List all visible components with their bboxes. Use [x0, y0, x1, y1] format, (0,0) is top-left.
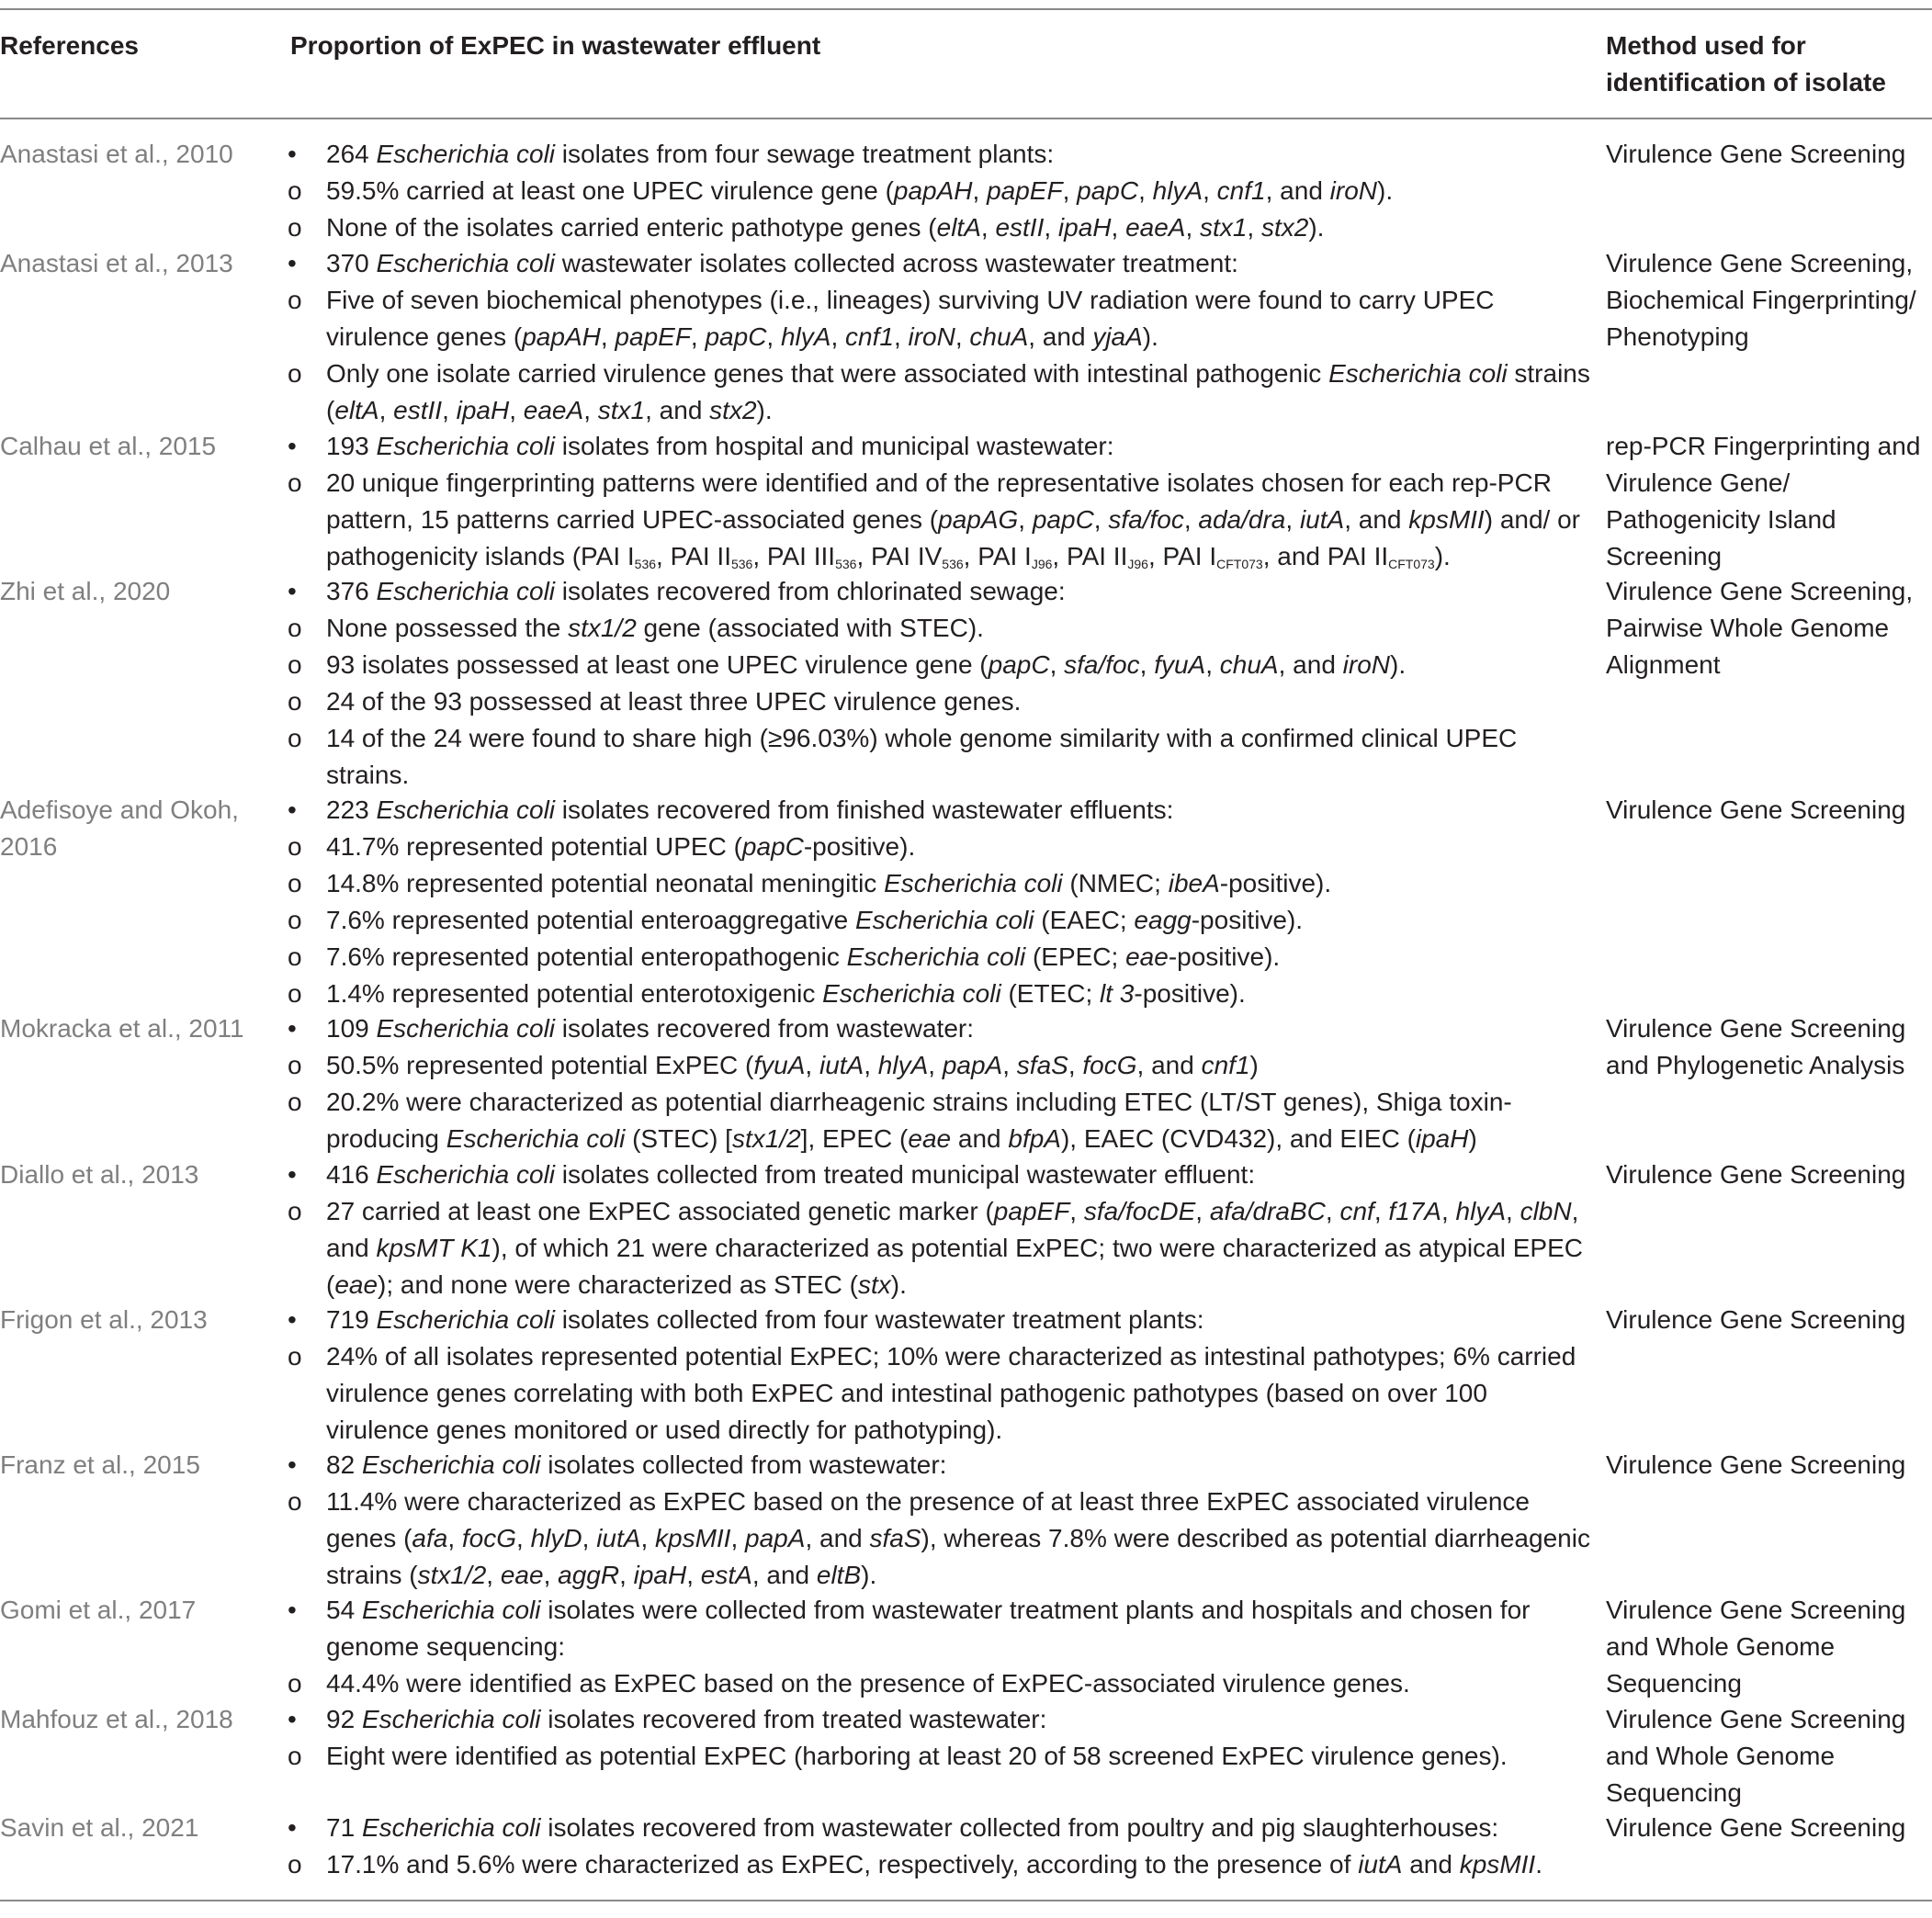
top-rule	[0, 8, 1932, 10]
list-item-text: 7.6% represented potential enteropathogenic Escherichia coli (EPEC; eae-positive).	[326, 942, 1281, 971]
sub-bullet-marker: o	[288, 832, 302, 861]
bullet-marker: •	[288, 577, 297, 605]
list-item-text: 11.4% were characterized as ExPEC based on the presence of at least three ExPEC associated virulence genes (afa, focG, hlyD, iutA, kpsMII, papA, and sfaS), whereas 7.8% were described as potential diarrheagenic strains (stx1/2, eae, aggR, ipaH, estA, and eltB).	[326, 1487, 1590, 1589]
row-method: Virulence Gene Screening	[1606, 1450, 1906, 1479]
sub-bullet-marker: o	[288, 869, 302, 897]
sub-bullet-marker: o	[288, 906, 302, 934]
list-item-text: 50.5% represented potential ExPEC (fyuA, iutA, hlyA, papA, sfaS, focG, and cnf1)	[326, 1051, 1259, 1079]
list-item-text: 41.7% represented potential UPEC (papC-positive).	[326, 832, 916, 861]
row-proportion-list	[288, 428, 1592, 575]
list-item-text: Eight were identified as potential ExPEC (harboring at least 20 of 58 screened ExPEC virulence genes).	[326, 1742, 1508, 1770]
row-method: Virulence Gene Screening and Whole Genome Sequencing	[1606, 1596, 1906, 1698]
bullet-marker: •	[288, 1450, 297, 1479]
list-item	[288, 1701, 1592, 1738]
sub-bullet-marker: o	[288, 614, 302, 642]
list-item	[288, 1738, 1592, 1775]
list-item	[288, 1193, 1592, 1303]
bullet-marker: •	[288, 1813, 297, 1842]
list-item	[288, 1665, 1592, 1702]
list-item-text: Only one isolate carried virulence genes that were associated with intestinal pathogenic Escherichia coli strains (eltA, estII, ipaH, eaeA, stx1, and stx2).	[326, 359, 1590, 424]
row-reference: Anastasi et al., 2010	[0, 140, 233, 168]
list-item-text: 27 carried at least one ExPEC associated genetic marker (papEF, sfa/focDE, afa/draBC, cnf, f17A, hlyA, clbN, and kpsMT K1), of which 21 were characterized as potential ExPEC; two were characterized as atypical EPEC (eae); and none were characterized as STEC (stx).	[326, 1197, 1583, 1299]
bullet-marker: •	[288, 1014, 297, 1043]
list-item	[288, 647, 1592, 683]
list-item-text: 24% of all isolates represented potential ExPEC; 10% were characterized as intestinal pathotypes; 6% carried virulence genes correlating with both ExPEC and intestinal pathogenic pathotypes (based on over 100 virulence genes monitored or used directly for pathotyping).	[326, 1342, 1576, 1444]
row-proportion-list	[288, 792, 1592, 1012]
sub-bullet-marker: o	[288, 1850, 302, 1879]
list-item-text: 223 Escherichia coli isolates recovered from finished wastewater effluents:	[326, 795, 1174, 824]
list-item	[288, 1302, 1592, 1338]
list-item	[288, 1047, 1592, 1084]
list-item-text: None of the isolates carried enteric pathotype genes (eltA, estII, ipaH, eaeA, stx1, stx2).	[326, 213, 1325, 242]
bullet-marker: •	[288, 1305, 297, 1334]
list-item	[288, 1338, 1592, 1449]
row-method: Virulence Gene Screening	[1606, 1305, 1906, 1334]
list-item-text: 264 Escherichia coli isolates from four sewage treatment plants:	[326, 140, 1055, 168]
list-item	[288, 1447, 1592, 1484]
sub-bullet-marker: o	[288, 1051, 302, 1079]
list-item	[288, 245, 1592, 282]
row-proportion-list	[288, 573, 1592, 794]
list-item-text: 54 Escherichia coli isolates were collected from wastewater treatment plants and hospitals and chosen for genome sequencing:	[326, 1596, 1531, 1661]
list-item-text: 93 isolates possessed at least one UPEC virulence gene (papC, sfa/foc, fyuA, chuA, and iroN).	[326, 650, 1407, 679]
list-item	[288, 573, 1592, 610]
row-proportion-list	[288, 1156, 1592, 1303]
list-item	[288, 865, 1592, 902]
row-proportion-list	[288, 245, 1592, 429]
header-rule	[0, 118, 1932, 119]
list-item	[288, 939, 1592, 976]
row-proportion-list	[288, 1701, 1592, 1775]
row-proportion-list	[288, 1810, 1592, 1883]
list-item	[288, 1084, 1592, 1157]
row-method: Virulence Gene Screening, Biochemical Fingerprinting/ Phenotyping	[1606, 249, 1916, 351]
row-proportion-list	[288, 1302, 1592, 1449]
row-reference: Savin et al., 2021	[0, 1813, 199, 1842]
sub-bullet-marker: o	[288, 176, 302, 205]
list-item-text: 92 Escherichia coli isolates recovered from treated wastewater:	[326, 1705, 1047, 1733]
sub-bullet-marker: o	[288, 1088, 302, 1116]
list-item	[288, 209, 1592, 246]
row-method: Virulence Gene Screening	[1606, 1813, 1906, 1842]
row-method: rep-PCR Fingerprinting and Virulence Gene/ Pathogenicity Island Screening	[1606, 432, 1921, 570]
list-item	[288, 282, 1592, 355]
sub-bullet-marker: o	[288, 687, 302, 716]
list-item-text: 719 Escherichia coli isolates collected from four wastewater treatment plants:	[326, 1305, 1204, 1334]
row-reference: Calhau et al., 2015	[0, 432, 217, 460]
list-item-text: 14 of the 24 were found to share high (≥96.03%) whole genome similarity with a confirmed clinical UPEC strains.	[326, 724, 1518, 789]
list-item-text: 59.5% carried at least one UPEC virulence gene (papAH, papEF, papC, hlyA, cnf1, and iroN).	[326, 176, 1394, 205]
list-item	[288, 1592, 1592, 1665]
row-reference: Gomi et al., 2017	[0, 1596, 197, 1624]
row-reference: Anastasi et al., 2013	[0, 249, 233, 277]
list-item-text: 14.8% represented potential neonatal meningitic Escherichia coli (NMEC; ibeA-positive).	[326, 869, 1332, 897]
row-proportion-list	[288, 136, 1592, 246]
sub-bullet-marker: o	[288, 286, 302, 314]
row-method: Virulence Gene Screening	[1606, 140, 1906, 168]
row-reference: Diallo et al., 2013	[0, 1160, 199, 1189]
list-item-text: 109 Escherichia coli isolates recovered from wastewater:	[326, 1014, 974, 1043]
list-item	[288, 683, 1592, 720]
header-method: Method used for identification of isolate	[1606, 31, 1886, 96]
bullet-marker: •	[288, 140, 297, 168]
list-item	[288, 610, 1592, 647]
bottom-rule	[0, 1900, 1932, 1901]
list-item	[288, 355, 1592, 429]
list-item-text: 20 unique fingerprinting patterns were identified and of the representative isolates chosen for each rep-PCR pattern, 15 patterns carried UPEC-associated genes (papAG, papC, sfa/foc, ada/dra, iutA, and kpsMII) and/ or pathogenicity islands (PAI $I_{536}$, PAI $II_{536}$, PAI $III_{536}$, PAI $IV_{536}$, PAI $I_{J96}$, PAI $II_{J96}$, PAI $I_{CFT073}$, and PAI $II_{CFT073}$).	[326, 468, 1580, 571]
list-item	[288, 1484, 1592, 1594]
row-proportion-list	[288, 1592, 1592, 1702]
list-item-text: 7.6% represented potential enteroaggregative Escherichia coli (EAEC; eagg-positive).	[326, 906, 1304, 934]
sub-bullet-marker: o	[288, 468, 302, 497]
list-item	[288, 829, 1592, 865]
bullet-marker: •	[288, 249, 297, 277]
row-method: Virulence Gene Screening and Phylogenetic Analysis	[1606, 1014, 1906, 1079]
list-item-text: 370 Escherichia coli wastewater isolates collected across wastewater treatment:	[326, 249, 1238, 277]
list-item-text: 193 Escherichia coli isolates from hospital and municipal wastewater:	[326, 432, 1114, 460]
sub-bullet-marker: o	[288, 1342, 302, 1371]
row-method: Virulence Gene Screening and Whole Genome Sequencing	[1606, 1705, 1906, 1807]
list-item-text: 24 of the 93 possessed at least three UPEC virulence genes.	[326, 687, 1022, 716]
bullet-marker: •	[288, 1160, 297, 1189]
row-proportion-list	[288, 1447, 1592, 1594]
sub-bullet-marker: o	[288, 1197, 302, 1225]
row-method: Virulence Gene Screening	[1606, 1160, 1906, 1189]
row-reference: Mahfouz et al., 2018	[0, 1705, 233, 1733]
list-item-text: 71 Escherichia coli isolates recovered from wastewater collected from poultry and pig slaughterhouses:	[326, 1813, 1499, 1842]
row-reference: Frigon et al., 2013	[0, 1305, 208, 1334]
list-item-text: 44.4% were identified as ExPEC based on the presence of ExPEC-associated virulence genes.	[326, 1669, 1410, 1698]
list-item-text: 82 Escherichia coli isolates collected from wastewater:	[326, 1450, 947, 1479]
list-item	[288, 428, 1592, 465]
row-reference: Mokracka et al., 2011	[0, 1014, 244, 1043]
list-item-text: 376 Escherichia coli isolates recovered from chlorinated sewage:	[326, 577, 1066, 605]
row-reference: Franz et al., 2015	[0, 1450, 200, 1479]
list-item	[288, 1156, 1592, 1193]
list-item	[288, 792, 1592, 829]
bullet-marker: •	[288, 1705, 297, 1733]
sub-bullet-marker: o	[288, 724, 302, 752]
row-reference: Zhi et al., 2020	[0, 577, 171, 605]
list-item-text: 1.4% represented potential enterotoxigenic Escherichia coli (ETEC; lt 3-positive).	[326, 979, 1246, 1008]
list-item-text: 17.1% and 5.6% were characterized as ExPEC, respectively, according to the presence of iutA and kpsMII.	[326, 1850, 1542, 1879]
list-item-text: None possessed the stx1/2 gene (associated with STEC).	[326, 614, 984, 642]
list-item	[288, 173, 1592, 209]
list-item-text: 416 Escherichia coli isolates collected from treated municipal wastewater effluent:	[326, 1160, 1256, 1189]
list-item	[288, 902, 1592, 939]
sub-bullet-marker: o	[288, 1742, 302, 1770]
sub-bullet-marker: o	[288, 1669, 302, 1698]
list-item	[288, 1846, 1592, 1883]
list-item	[288, 976, 1592, 1012]
list-item	[288, 136, 1592, 173]
list-item-text: 20.2% were characterized as potential diarrheagenic strains including ETEC (LT/ST genes), Shiga toxin-producing Escherichia coli (STEC) [stx1/2], EPEC (eae and bfpA), EAEC (CVD432), and EIEC (ipaH)	[326, 1088, 1512, 1153]
sub-bullet-marker: o	[288, 650, 302, 679]
list-item	[288, 1010, 1592, 1047]
sub-bullet-marker: o	[288, 979, 302, 1008]
row-proportion-list	[288, 1010, 1592, 1157]
sub-bullet-marker: o	[288, 213, 302, 242]
header-proportion: Proportion of ExPEC in wastewater effluent	[290, 31, 821, 60]
list-item-text: Five of seven biochemical phenotypes (i.e., lineages) surviving UV radiation were found to carry UPEC virulence genes (papAH, papEF, papC, hlyA, cnf1, iroN, chuA, and yjaA).	[326, 286, 1495, 351]
list-item	[288, 465, 1592, 575]
bullet-marker: •	[288, 432, 297, 460]
sub-bullet-marker: o	[288, 1487, 302, 1516]
row-reference: Adefisoye and Okoh, 2016	[0, 795, 239, 861]
sub-bullet-marker: o	[288, 359, 302, 388]
row-method: Virulence Gene Screening, Pairwise Whole Genome Alignment	[1606, 577, 1914, 679]
bullet-marker: •	[288, 795, 297, 824]
sub-bullet-marker: o	[288, 942, 302, 971]
header-references: References	[0, 31, 139, 60]
bullet-marker: •	[288, 1596, 297, 1624]
list-item	[288, 1810, 1592, 1846]
list-item	[288, 720, 1592, 794]
row-method: Virulence Gene Screening	[1606, 795, 1906, 824]
